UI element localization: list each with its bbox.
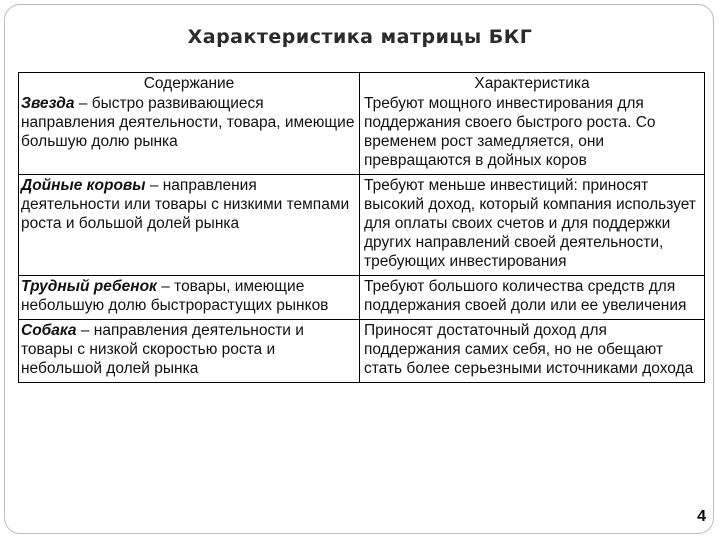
- row-term: Дойные коровы: [21, 177, 146, 194]
- slide-title: Характеристика матрицы БКГ: [187, 26, 533, 48]
- row-content-cell: [19, 276, 360, 320]
- table-row: [19, 175, 705, 276]
- row-characteristic-cell: Требуют мощного инвестирования для поддержания своего быстрого роста. Со временем рост замедляется, они превращаются в дойных коров: [360, 93, 705, 175]
- table-header-row: [19, 73, 705, 94]
- row-content-cell: [19, 93, 360, 175]
- table-row: [19, 320, 705, 383]
- row-characteristic-cell: Требуют большого количества средств для поддержания своей доли или ее увеличения: [360, 276, 705, 320]
- row-content-cell: [19, 320, 360, 383]
- row-definition: – быстро развивающиеся направления деятельности, товара, имеющие большую долю рынка: [21, 95, 355, 150]
- row-term: Собака: [21, 322, 77, 339]
- header-content: Содержание: [19, 73, 360, 94]
- row-definition: – направления деятельности или товары с низкими темпами роста и большой долей рынка: [21, 177, 350, 232]
- page-number: 4: [697, 508, 706, 525]
- header-characteristic: Характеристика: [360, 73, 705, 94]
- row-content-cell: [19, 175, 360, 276]
- row-term: Звезда: [21, 95, 75, 112]
- table-row: [19, 276, 705, 320]
- bcg-matrix-table: [18, 72, 705, 383]
- row-definition: – направления деятельности и товары с низкой скоростью роста и небольшой долей рынка: [21, 322, 304, 377]
- row-term: Трудный ребенок: [21, 278, 157, 295]
- row-characteristic-cell: Требуют меньше инвестиций: приносят высокий доход, который компания использует для оплаты своих счетов и для поддержки других направлений своей деятельности, требующих инвестирования: [360, 175, 705, 276]
- table-row: [19, 93, 705, 175]
- row-characteristic-cell: Приносят достаточный доход для поддержания самих себя, но не обещают стать более серьезными источниками дохода: [360, 320, 705, 383]
- row-definition: – товары, имеющие небольшую долю быстрорастущих рынков: [21, 278, 329, 314]
